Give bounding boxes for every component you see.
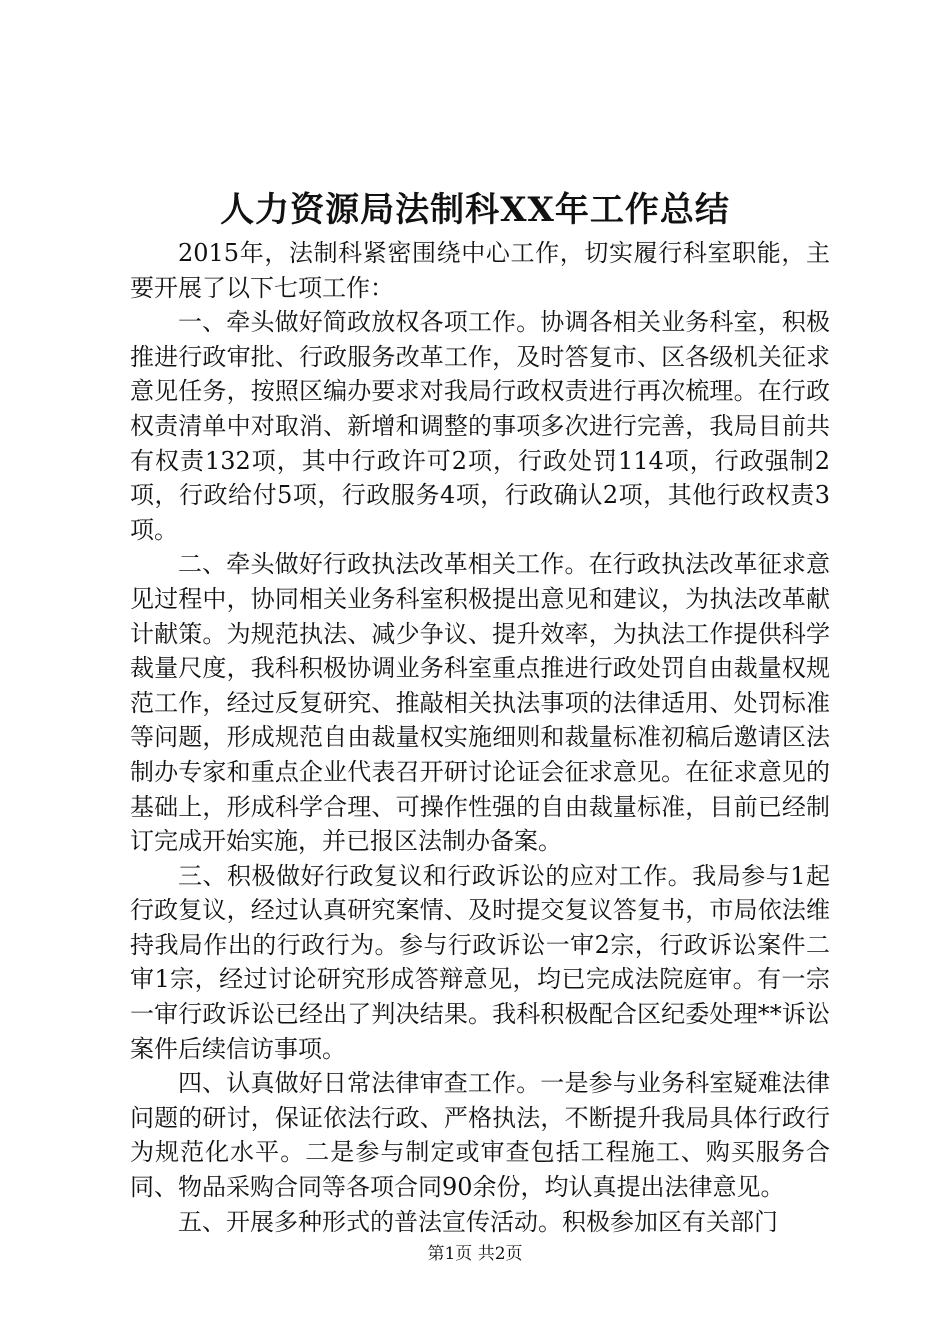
paragraph-section-1: 一、牵头做好简政放权各项工作。协调各相关业务科室，积极推进行政审批、行政服务改革工作，及时答复市、区各级机关征求意见任务，按照区编办要求对我局行政权责进行再次梳理。在行政权责清单中对取消、新增和调整的事项多次进行完善，我局目前共有权责132项，其中行政许可2项，行政处罚114项，行政强制2项，行政给付5项，行政服务4项，行政确认2项，其他行政权责3项。 xyxy=(130,308,830,544)
page-number-footer: 第1页 共2页 xyxy=(427,1244,523,1264)
document-title: 人力资源局法制科XX年工作总结 xyxy=(220,190,730,230)
paragraph-section-2: 二、牵头做好行政执法改革相关工作。在行政执法改革征求意见过程中，协同相关业务科室积极提出意见和建议，为执法改革献计献策。为规范执法、减少争议、提升效率，为执法工作提供科学裁量尺度，我科积极协调业务科室重点推进行政处罚自由裁量权规范工作，经过反复研究、推敲相关执法事项的法律适用、处罚标准等问题，形成规范自由裁量权实施细则和裁量标准初稿后邀请区法制办专家和重点企业代表召开研讨论证会征求意见。在征求意见的基础上，形成科学合理、可操作性强的自由裁量标准，目前已经制订完成开始实施，并已报区法制办备案。 xyxy=(130,550,830,856)
document-body xyxy=(130,236,830,1239)
paragraph-section-5: 五、开展多种形式的普法宣传活动。积极参加区有关部门 xyxy=(178,1207,778,1236)
paragraph-section-3: 三、积极做好行政复议和行政诉讼的应对工作。我局参与1起行政复议，经过认真研究案情、及时提交复议答复书，市局依法维持我局作出的行政行为。参与行政诉讼一审2宗，行政诉讼案件二审1宗，经过讨论研究形成答辩意见，均已完成法院庭审。有一宗一审行政诉讼已经出了判决结果。我科积极配合区纪委处理**诉讼案件后续信访事项。 xyxy=(130,861,830,1063)
paragraph-section-4: 四、认真做好日常法律审查工作。一是参与业务科室疑难法律问题的研讨，保证依法行政、严格执法，不断提升我局具体行政行为规范化水平。二是参与制定或审查包括工程施工、购买服务合同、物品采购合同等各项合同90余份，均认真提出法律意见。 xyxy=(130,1069,830,1202)
paragraph-intro: 2015年，法制科紧密围绕中心工作，切实履行科室职能，主要开展了以下七项工作： xyxy=(130,239,830,302)
